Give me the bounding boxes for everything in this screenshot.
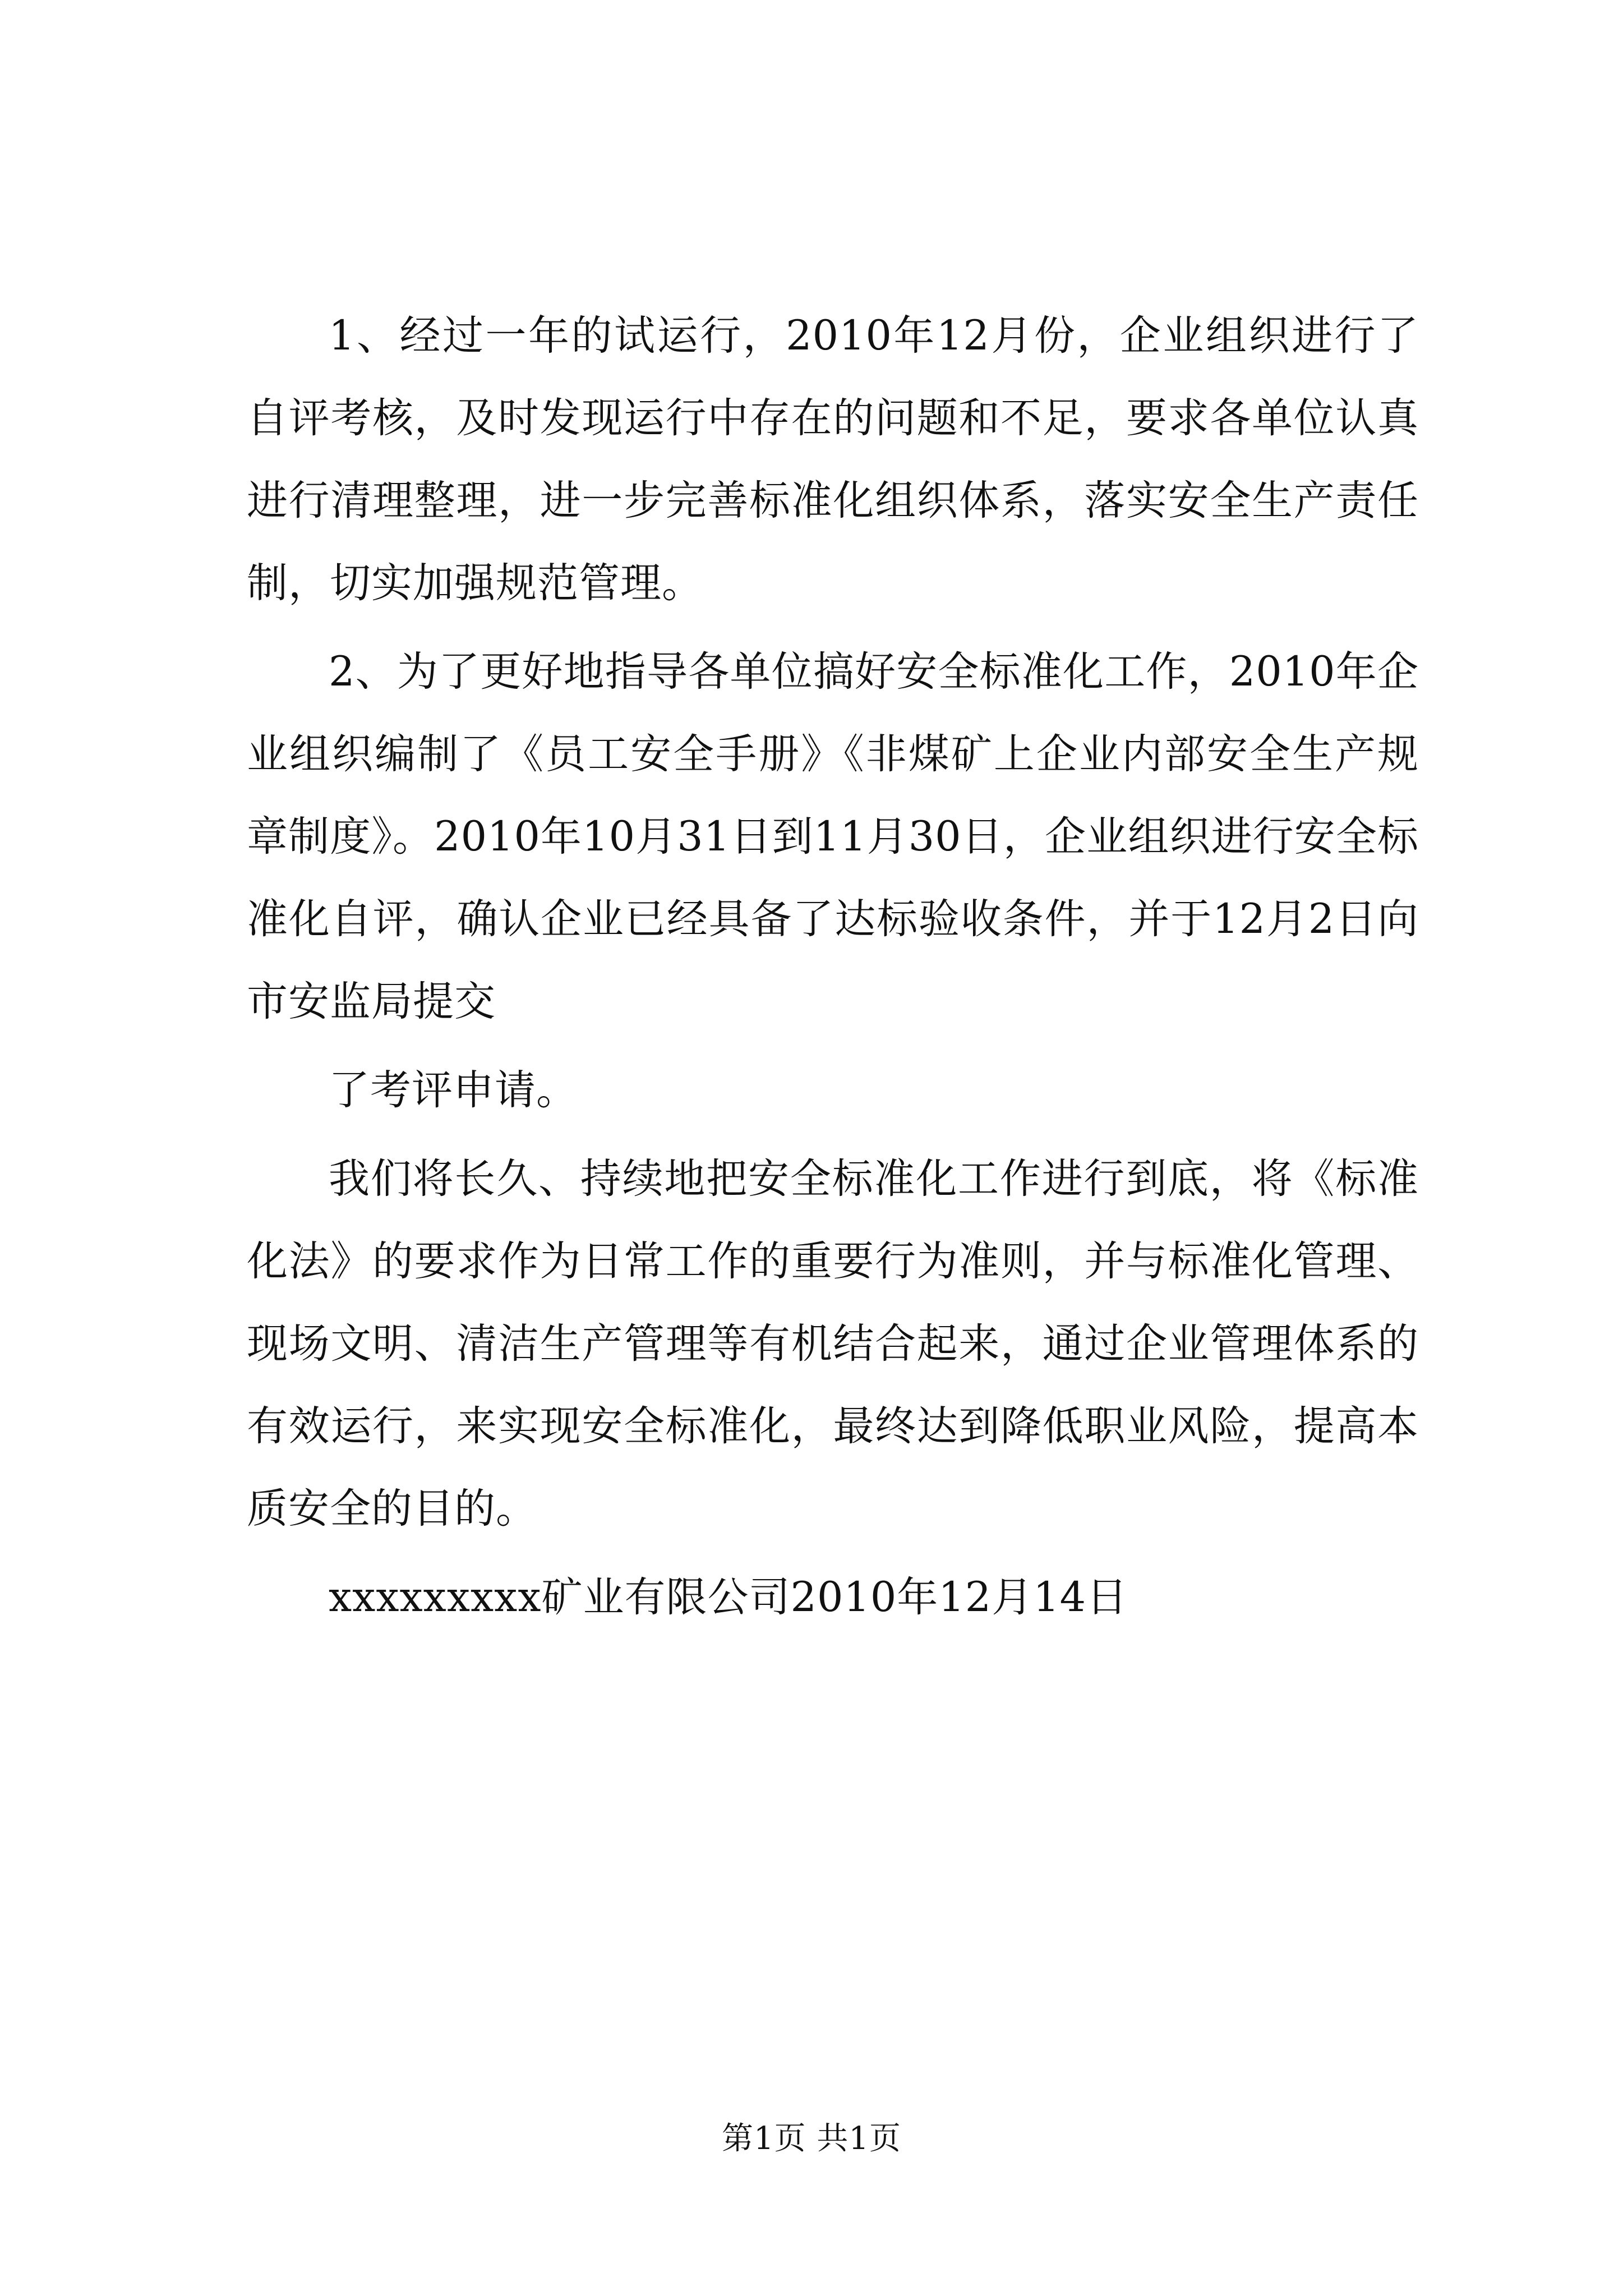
paragraph-conclusion: 我们将长久、持续地把安全标准化工作进行到底，将《标准化法》的要求作为日常工作的重要行为准则，并与标准化管理、现场文明、清洁生产管理等有机结合起来，通过企业管理体系的有效运行，来实现安全标准化，最终达到降低职业风险，提高本质安全的目的。 [247,1155,1419,1533]
signature-line: xxxxxxxxx矿业有限公司2010年12月14日 [329,1573,1128,1621]
paragraph-item-1: 1、经过一年的试运行，2010年12月份，企业组织进行了自评考核，及时发现运行中存在的问题和不足，要求各单位认真进行清理整理，进一步完善标准化组织体系，落实安全生产责任制，切实加强规范管理。 [247,312,1419,607]
paragraph-item-2: 2、为了更好地指导各单位搞好安全标准化工作，2010年企业组织编制了《员工安全手册》《非煤矿上企业内部安全生产规章制度》。2010年10月31日到11月30日，企业组织进行安全标准化自评，确认企业已经具备了达标验收条件，并于12月2日向市安监局提交 [247,648,1419,1025]
paragraph-continuation: 了考评申请。 [329,1066,578,1114]
document-body [247,295,1419,1645]
page-number-footer: 第1页 共1页 [721,2120,902,2157]
